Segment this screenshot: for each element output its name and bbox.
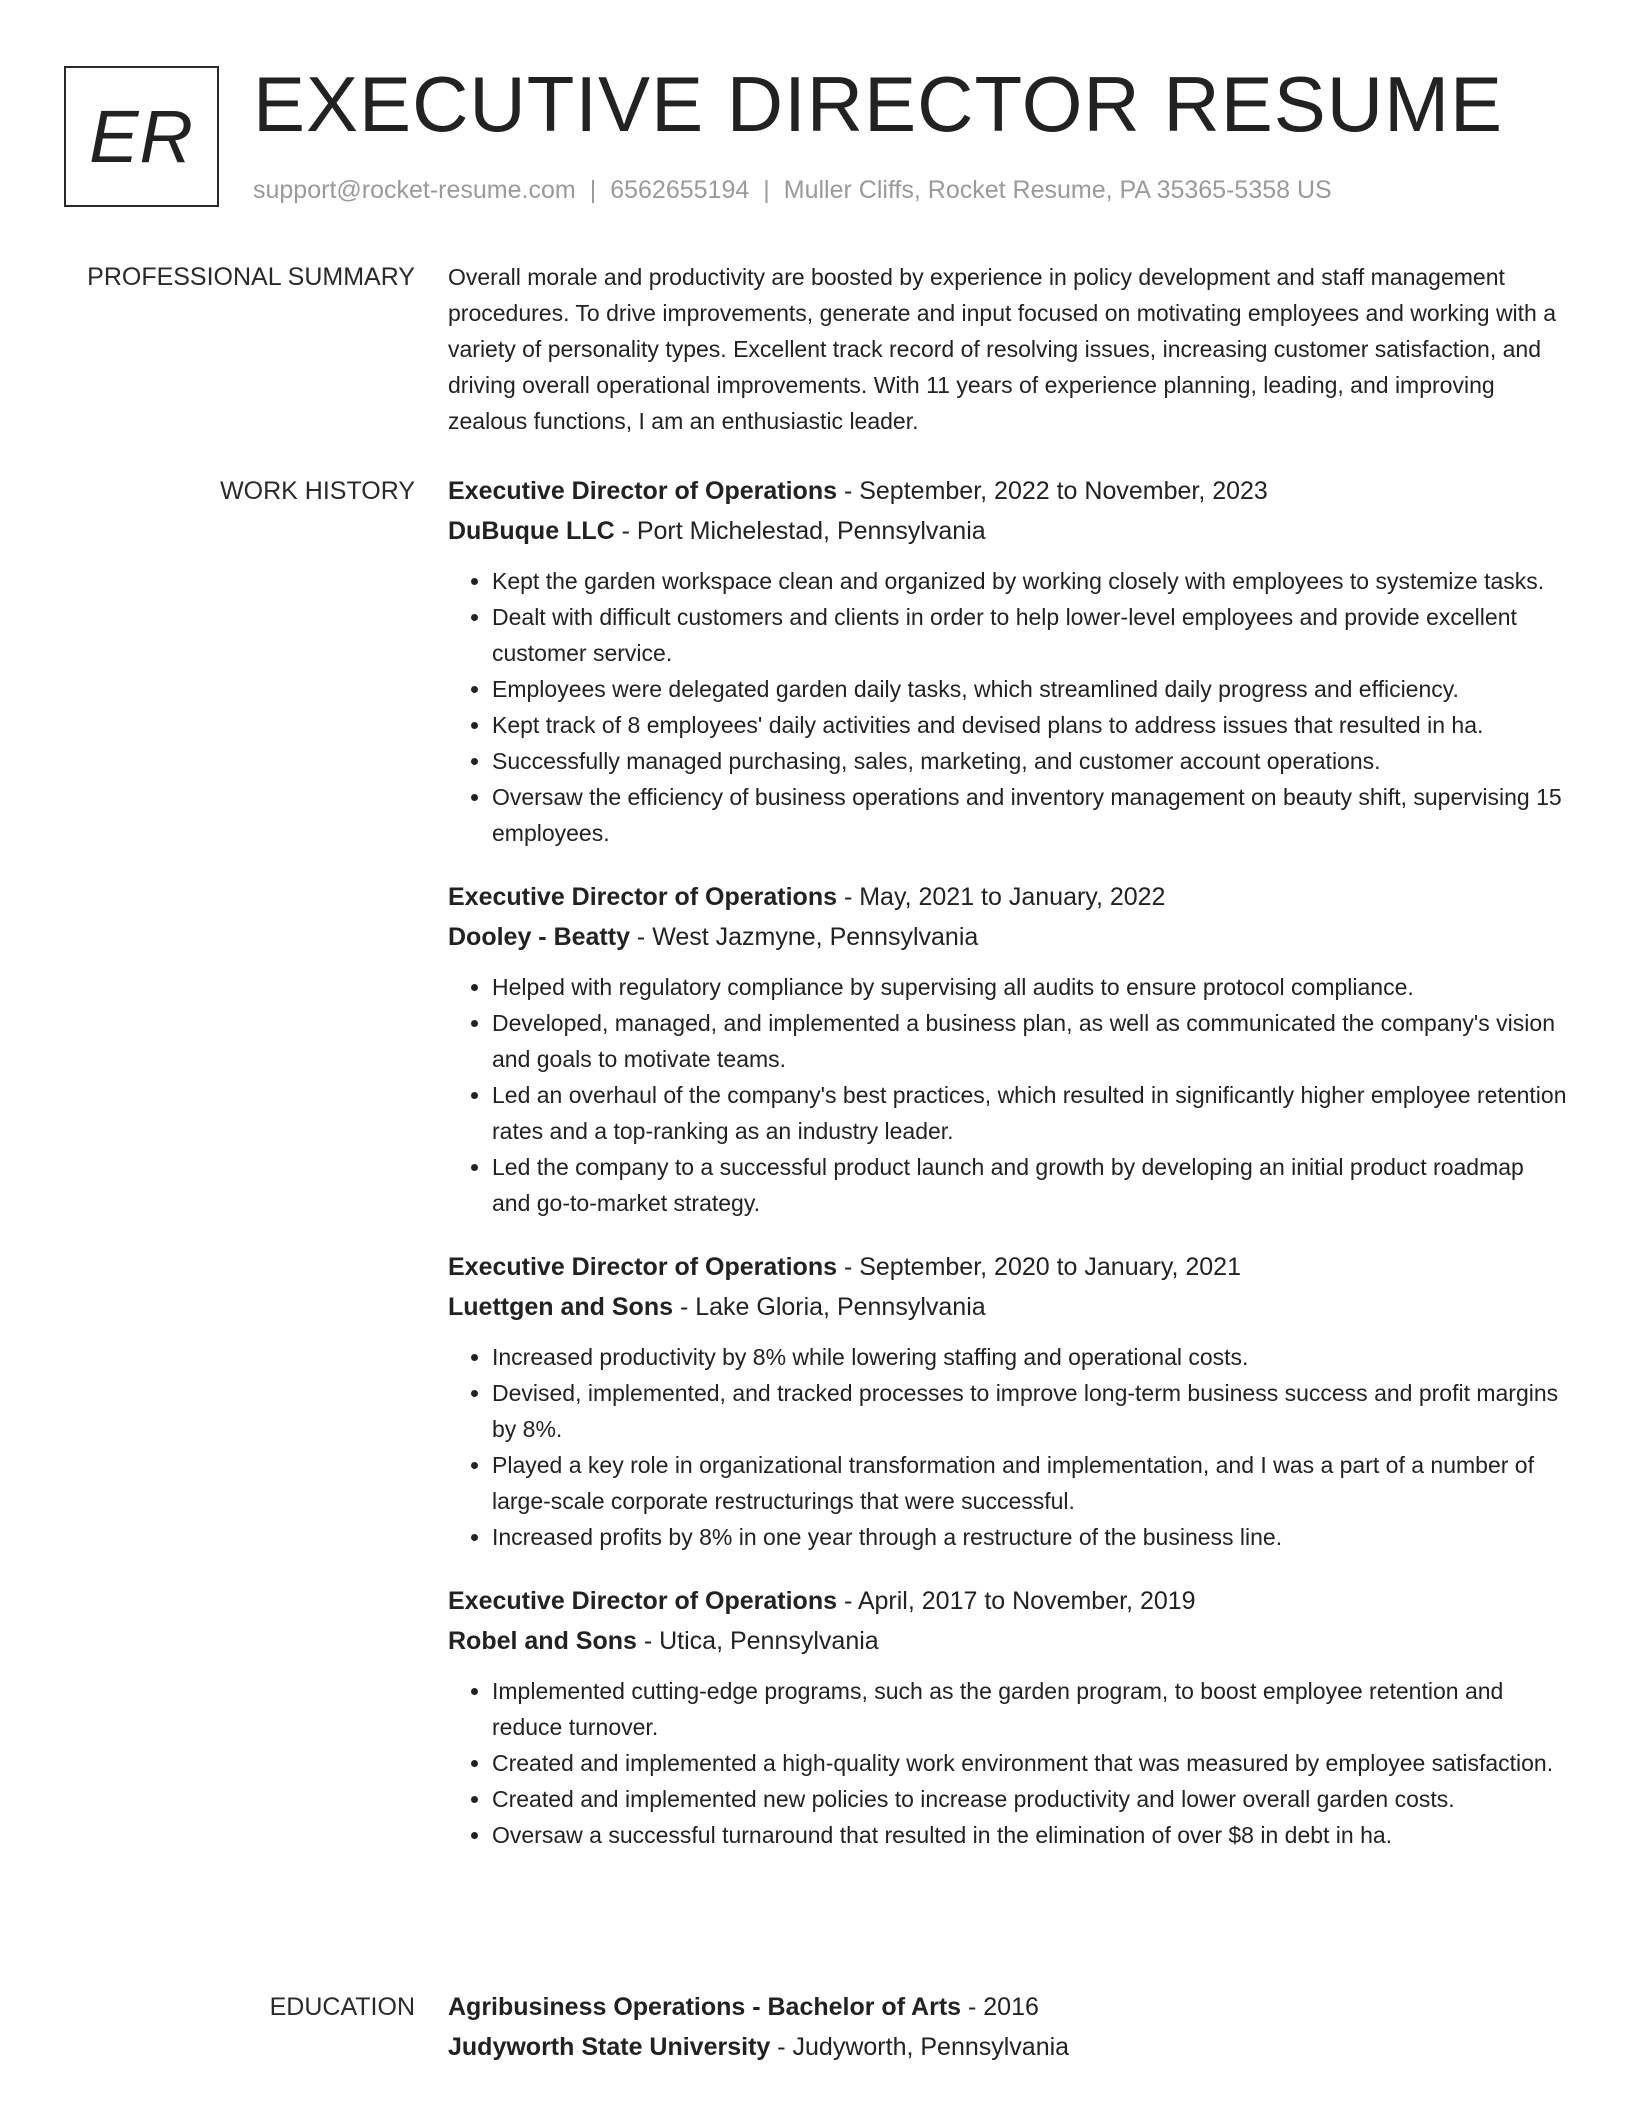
job-entry <box>448 877 1568 1221</box>
job-dates: - September, 2020 to January, 2021 <box>837 1253 1241 1281</box>
job-title: Executive Director of Operations <box>448 477 838 505</box>
monogram-initials: ER <box>64 66 219 207</box>
job-company: DuBuque LLC <box>448 517 615 545</box>
job-company-line <box>448 511 1568 551</box>
job-company-line <box>448 917 1568 957</box>
job-location: - Port Michelestad, Pennsylvania <box>614 517 986 545</box>
job-bullet: • Oversaw the efficiency of business operations and inventory management on beauty shift, supervising 15 employees. <box>492 779 1568 851</box>
job-title: Executive Director of Operations <box>448 883 838 911</box>
job-bullet: • Kept track of 8 employees' daily activities and devised plans to address issues that resulted in ha. <box>492 707 1568 743</box>
contact-phone: 6562655194 <box>610 176 750 204</box>
job-bullet: • Created and implemented a high-quality work environment that was measured by employee satisfaction. <box>492 1745 1568 1781</box>
job-entry <box>448 471 1568 851</box>
job-bullet: • Increased productivity by 8% while lowering staffing and operational costs. <box>492 1339 1568 1375</box>
section-label-education: EDUCATION <box>269 1993 415 2021</box>
job-dates: - May, 2021 to January, 2022 <box>837 883 1166 911</box>
job-bullets <box>448 1673 1568 1853</box>
job-bullet: • Oversaw a successful turnaround that resulted in the elimination of over $8 in debt in ha. <box>492 1817 1568 1853</box>
job-company: Luettgen and Sons <box>448 1293 673 1321</box>
job-company-line <box>448 1621 1568 1661</box>
job-company-line <box>448 1287 1568 1327</box>
job-bullet: • Dealt with difficult customers and clients in order to help lower-level employees and provide excellent customer service. <box>492 599 1568 671</box>
contact-separator: | <box>589 176 597 204</box>
job-bullet: • Created and implemented new policies to increase productivity and lower overall garden costs. <box>492 1781 1568 1817</box>
section-label-summary: PROFESSIONAL SUMMARY <box>87 263 415 291</box>
education-school-line <box>448 2027 1568 2067</box>
education-degree-line <box>448 1987 1568 2027</box>
summary-text: Overall morale and productivity are boosted by experience in policy development and staff management procedures. To drive improvements, generate and input focused on motivating employees and working with a variety of personality types. Excellent track record of resolving issues, increasing customer satisfaction, and driving overall operational improvements. With 11 years of experience planning, leading, and improving zealous functions, I am an enthusiastic leader. <box>448 264 1557 434</box>
job-company: Robel and Sons <box>448 1627 637 1655</box>
education-degree: Agribusiness Operations - Bachelor of Arts <box>448 1993 962 2021</box>
contact-separator: | <box>763 176 770 204</box>
job-bullet: • Implemented cutting-edge programs, such as the garden program, to boost employee retention and reduce turnover. <box>492 1673 1568 1745</box>
job-bullets <box>448 969 1568 1221</box>
resume-title: EXECUTIVE DIRECTOR RESUME <box>253 60 1504 148</box>
job-bullet: • Employees were delegated garden daily tasks, which streamlined daily progress and efficiency. <box>492 671 1568 707</box>
job-location: - Utica, Pennsylvania <box>636 1627 879 1655</box>
job-bullets <box>448 563 1568 851</box>
section-label-work-history: WORK HISTORY <box>220 477 415 505</box>
job-bullet: • Successfully managed purchasing, sales, marketing, and customer account operations. <box>492 743 1568 779</box>
job-dates: - April, 2017 to November, 2019 <box>837 1587 1196 1615</box>
contact-address: Muller Cliffs, Rocket Resume, PA 35365-5358 US <box>783 176 1332 204</box>
job-bullet: • Led an overhaul of the company's best practices, which resulted in significantly higher employee retention rates and a top-ranking as an industry leader. <box>492 1077 1568 1149</box>
job-bullets <box>448 1339 1568 1555</box>
job-entry <box>448 1581 1568 1853</box>
education-location: - Judyworth, Pennsylvania <box>770 2033 1070 2061</box>
job-location: - Lake Gloria, Pennsylvania <box>673 1293 986 1321</box>
job-bullet: • Kept the garden workspace clean and organized by working closely with employees to systemize tasks. <box>492 563 1568 599</box>
job-entry <box>448 1247 1568 1555</box>
education-entry <box>448 1987 1568 2067</box>
job-title: Executive Director of Operations <box>448 1587 838 1615</box>
job-title-line <box>448 877 1568 917</box>
job-title-line <box>448 1581 1568 1621</box>
contact-line <box>253 174 1332 206</box>
job-title: Executive Director of Operations <box>448 1253 838 1281</box>
job-bullet: • Increased profits by 8% in one year through a restructure of the business line. <box>492 1519 1568 1555</box>
job-location: - West Jazmyne, Pennsylvania <box>629 923 979 951</box>
job-dates: - September, 2022 to November, 2023 <box>837 477 1268 505</box>
job-company: Dooley - Beatty <box>448 923 630 951</box>
job-bullet: • Played a key role in organizational transformation and implementation, and I was a part of a number of large-scale corporate restructurings that were successful. <box>492 1447 1568 1519</box>
job-bullet: • Devised, implemented, and tracked processes to improve long-term business success and profit margins by 8%. <box>492 1375 1568 1447</box>
education-year: - 2016 <box>961 1993 1039 2021</box>
job-bullet: • Developed, managed, and implemented a business plan, as well as communicated the company's vision and goals to motivate teams. <box>492 1005 1568 1077</box>
job-title-line <box>448 1247 1568 1287</box>
education-school: Judyworth State University <box>448 2033 771 2061</box>
job-bullet: • Led the company to a successful product launch and growth by developing an initial product roadmap and go-to-market strategy. <box>492 1149 1568 1221</box>
job-title-line <box>448 471 1568 511</box>
job-bullet: • Helped with regulatory compliance by supervising all audits to ensure protocol compliance. <box>492 969 1568 1005</box>
contact-email: support@rocket-resume.com <box>253 176 576 204</box>
